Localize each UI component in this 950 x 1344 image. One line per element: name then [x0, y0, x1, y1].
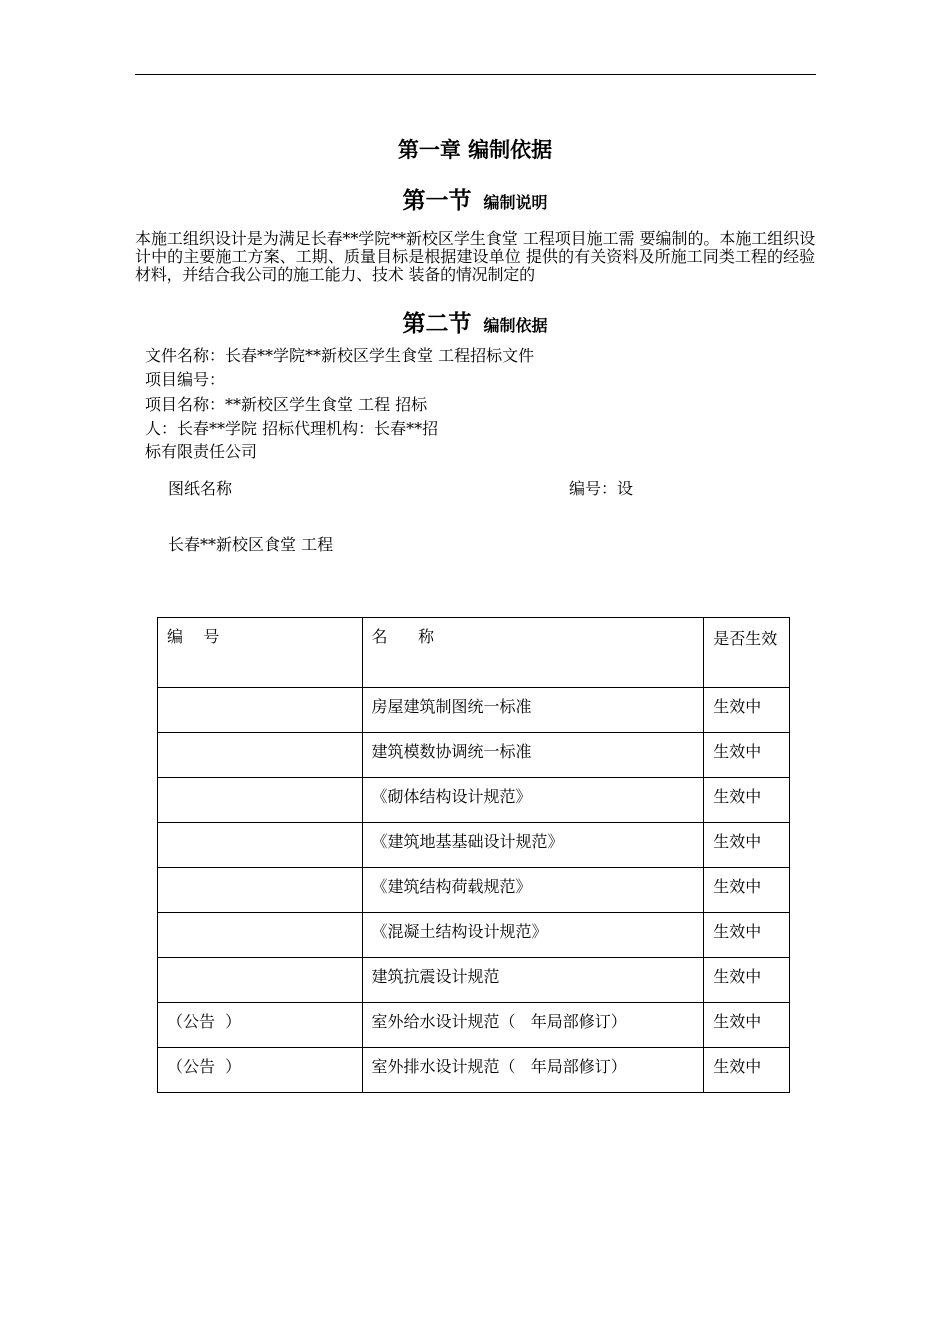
row-name: 《建筑地基基础设计规范》: [362, 823, 704, 868]
drawing-number-label: 编号：设: [569, 479, 634, 498]
standards-table: [157, 617, 790, 1093]
row-status: 生效中: [704, 1003, 790, 1048]
section-1-number: 第一节: [402, 188, 472, 214]
row-name: 《建筑结构荷载规范》: [362, 868, 704, 913]
header-name: 名 称: [362, 618, 704, 688]
row-name: 《砌体结构设计规范》: [362, 778, 704, 823]
row-number: [158, 868, 363, 913]
row-status: 生效中: [704, 733, 790, 778]
section-2-heading: [0, 305, 950, 338]
row-name: 室外排水设计规范（ 年局部修订）: [362, 1048, 704, 1093]
row-status: 生效中: [704, 688, 790, 733]
table-row: [158, 868, 790, 913]
section-1-heading: [0, 182, 950, 215]
table-row: [158, 823, 790, 868]
row-name: 《混凝土结构设计规范》: [362, 913, 704, 958]
row-status: 生效中: [704, 1048, 790, 1093]
table-header-row: [158, 618, 790, 688]
row-status: 生效中: [704, 958, 790, 1003]
table-row: [158, 733, 790, 778]
table-row: [158, 778, 790, 823]
row-name: 房屋建筑制图统一标准: [362, 688, 704, 733]
row-status: 生效中: [704, 913, 790, 958]
header-rule: [135, 74, 816, 75]
row-number: [158, 688, 363, 733]
row-status: 生效中: [704, 778, 790, 823]
row-number: [158, 823, 363, 868]
table-row: [158, 1048, 790, 1093]
chapter-title: 第一章 编制依据: [397, 138, 553, 162]
table-row: [158, 688, 790, 733]
row-number: [158, 733, 363, 778]
section-2-number: 第二节: [402, 311, 472, 337]
info-line-project-name: 项目名称：**新校区学生食堂 工程 招标: [145, 395, 428, 414]
row-number: （公告 ）: [158, 1003, 363, 1048]
table-row: [158, 1003, 790, 1048]
header-status: 是否生效: [704, 618, 790, 688]
row-number: （公告 ）: [158, 1048, 363, 1093]
info-line-tenderer: 人：长春**学院 招标代理机构：长春**招: [145, 419, 439, 438]
section-1-subtitle: 编制说明: [483, 193, 548, 212]
row-number: [158, 778, 363, 823]
row-status: 生效中: [704, 868, 790, 913]
row-name: 室外给水设计规范（ 年局部修订）: [362, 1003, 704, 1048]
section-2-subtitle: 编制依据: [483, 316, 548, 335]
row-number: [158, 913, 363, 958]
header-number: 编 号: [158, 618, 363, 688]
info-line-project-number: 项目编号：: [145, 370, 226, 389]
project-title-line: 长春**新校区食堂 工程: [168, 535, 334, 554]
row-name: 建筑抗震设计规范: [362, 958, 704, 1003]
section-1-body: 本施工组织设计是为满足长春**学院**新校区学生食堂 工程项目施工需 要编制的。本施工组织设计中的主要施工方案、工期、质量目标是根据建设单位 提供的有关资料及所施工同类工程的经验材料，并结合我公司的施工能力、技术 装备的情况制定的: [135, 229, 815, 284]
drawing-name-label: 图纸名称: [168, 479, 233, 498]
row-status: 生效中: [704, 823, 790, 868]
row-number: [158, 958, 363, 1003]
row-name: 建筑模数协调统一标准: [362, 733, 704, 778]
table-row: [158, 913, 790, 958]
info-line-agency: 标有限责任公司: [145, 442, 258, 461]
info-line-file-name: 文件名称：长春**学院**新校区学生食堂 工程招标文件: [145, 346, 535, 365]
table-row: [158, 958, 790, 1003]
